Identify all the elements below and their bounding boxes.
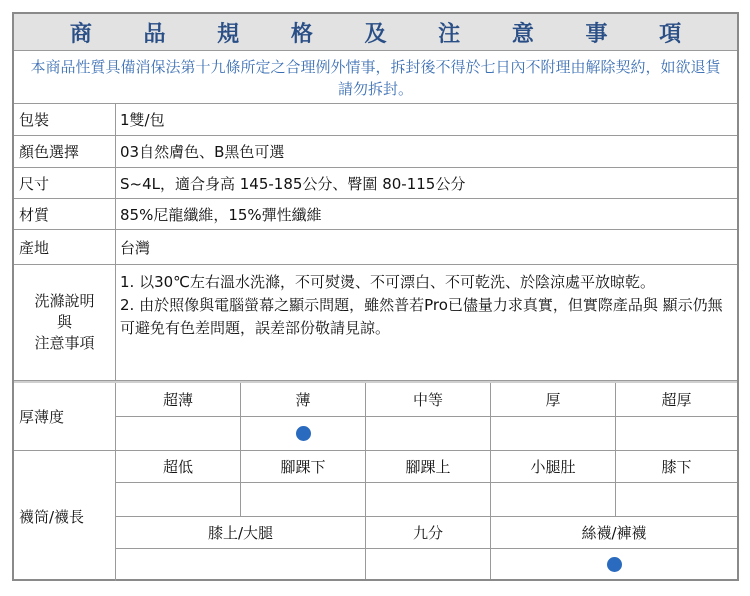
length-marker-cell <box>116 483 241 517</box>
length-marker-cell <box>116 549 366 579</box>
length-option: 腳踝下 <box>241 451 366 483</box>
wash-label-line1: 洗滌說明 <box>34 292 95 310</box>
length-option: 絲襪/褲襪 <box>491 517 737 549</box>
thickness-marker-cell <box>491 417 616 451</box>
length-label: 襪筒/襪長 <box>14 451 116 581</box>
wash-label <box>14 265 116 381</box>
length-marker-cell <box>241 483 366 517</box>
title-text: 商 品 規 格 及 注 意 事 項 <box>69 21 704 47</box>
material-value: 85%尼龍纖維，15%彈性纖維 <box>116 199 737 230</box>
wash-label-line3: 注意事項 <box>34 334 95 352</box>
wash-value <box>116 265 737 381</box>
size-value: S~4L，適合身高 145-185公分、臀圍 80-115公分 <box>116 168 737 199</box>
length-option: 膝上/大腿 <box>116 517 366 549</box>
length-marker-cell <box>616 483 737 517</box>
packaging-value: 1雙/包 <box>116 104 737 136</box>
length-option: 腳踝上 <box>366 451 491 483</box>
color-value: 03自然膚色、B黑色可選 <box>116 136 737 168</box>
thickness-marker-cell <box>241 417 366 451</box>
thickness-option: 超厚 <box>616 383 737 417</box>
length-marker-cell <box>491 483 616 517</box>
selected-dot-icon <box>607 557 622 572</box>
length-marker-cell <box>491 549 737 579</box>
length-marker-cell <box>366 549 491 579</box>
thickness-option: 超薄 <box>116 383 241 417</box>
size-label: 尺寸 <box>14 168 116 199</box>
length-option: 小腿肚 <box>491 451 616 483</box>
thickness-marker-cell <box>366 417 491 451</box>
wash-instruction-1: 1. 以30℃左右溫水洗滌，不可熨燙、不可漂白、不可乾洗、於陰涼處平放晾乾。 <box>120 273 656 291</box>
length-option: 九分 <box>366 517 491 549</box>
thickness-marker-cell <box>616 417 737 451</box>
thickness-marker-cell <box>116 417 241 451</box>
thickness-option: 中等 <box>366 383 491 417</box>
spec-table <box>12 12 739 581</box>
length-option: 超低 <box>116 451 241 483</box>
length-marker-cell <box>366 483 491 517</box>
material-label: 材質 <box>14 199 116 230</box>
selected-dot-icon <box>296 426 311 441</box>
thickness-label: 厚薄度 <box>14 383 116 451</box>
packaging-label: 包裝 <box>14 104 116 136</box>
color-label: 顏色選擇 <box>14 136 116 168</box>
origin-value: 台灣 <box>116 230 737 265</box>
thickness-option: 厚 <box>491 383 616 417</box>
wash-label-line2: 與 <box>56 313 72 331</box>
thickness-option: 薄 <box>241 383 366 417</box>
wash-instruction-2: 2. 由於照像與電腦螢幕之顯示問題，雖然普若Pro已儘量力求真實，但實際產品與 顯示仍無可避免有色差問題，誤差部份敬請見諒。 <box>120 296 723 337</box>
length-option: 膝下 <box>616 451 737 483</box>
return-notice: 本商品性質具備消保法第十九條所定之合理例外情事，拆封後不得於七日內不附理由解除契約，如欲退貨請勿拆封。 <box>14 51 737 104</box>
origin-label: 產地 <box>14 230 116 265</box>
table-title <box>14 14 737 51</box>
